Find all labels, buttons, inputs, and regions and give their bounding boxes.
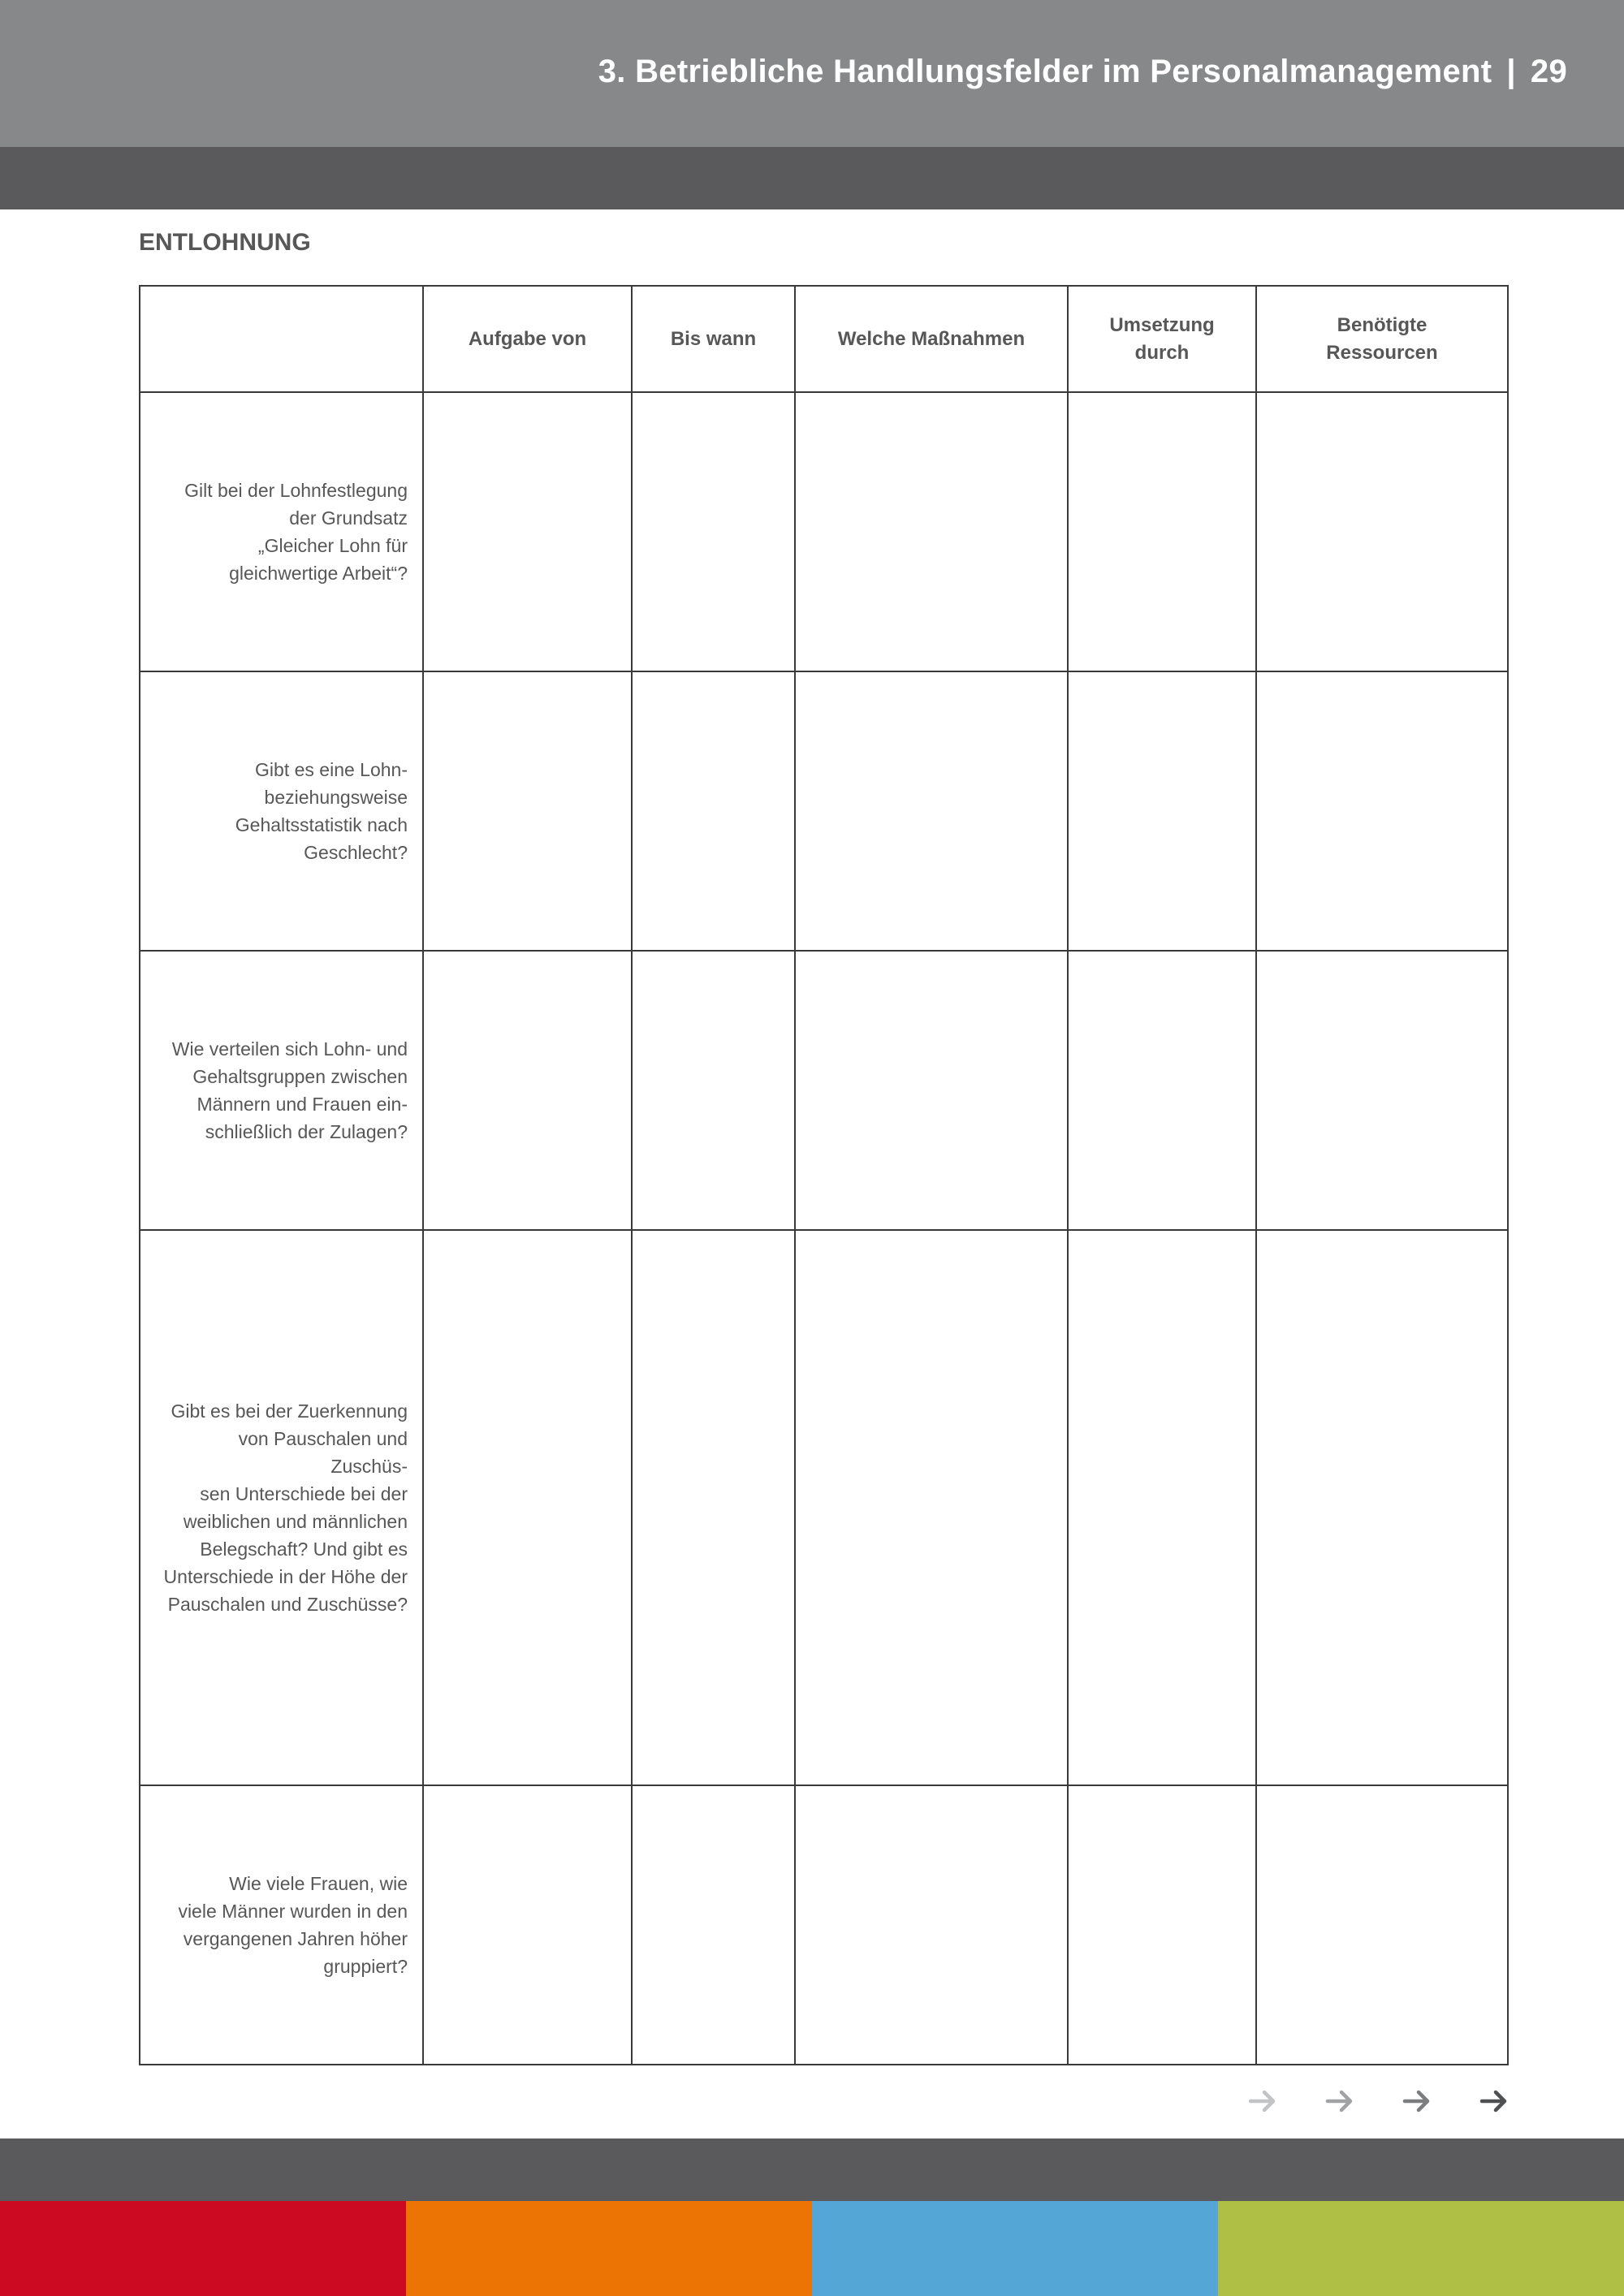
chapter-title: 3. Betriebliche Handlungsfelder im Personalmanagement [598,54,1492,89]
answer-cell-ressourcen[interactable] [1256,392,1508,671]
answer-cell-ressourcen[interactable] [1256,951,1508,1230]
navigation-arrows [1246,2085,1510,2117]
header-separator: | [1506,54,1516,89]
answer-cell-umsetzung[interactable] [1068,671,1256,951]
table-row [140,671,1508,951]
answer-cell-bis-wann[interactable] [632,392,795,671]
arrow-right-icon[interactable] [1401,2085,1433,2117]
table-row [140,392,1508,671]
answer-cell-massnahmen[interactable] [795,671,1068,951]
column-header-umsetzung: Umsetzung durch [1068,286,1256,392]
action-plan-table [139,285,1509,2065]
column-header-bis-wann: Bis wann [632,286,795,392]
answer-cell-umsetzung[interactable] [1068,951,1256,1230]
question-cell: Gilt bei der Lohnfestlegung der Grundsatz „Gleicher Lohn für gleichwertige Arbeit“? [140,392,423,671]
answer-cell-umsetzung[interactable] [1068,1785,1256,2065]
arrow-right-icon[interactable] [1324,2085,1356,2117]
answer-cell-umsetzung[interactable] [1068,392,1256,671]
table-row [140,1785,1508,2065]
page-number: 29 [1530,54,1567,89]
column-header-ressourcen: Benötigte Ressourcen [1256,286,1508,392]
column-header-massnahmen: Welche Maßnahmen [795,286,1068,392]
answer-cell-aufgabe-von[interactable] [423,1230,632,1785]
answer-cell-massnahmen[interactable] [795,1785,1068,2065]
answer-cell-bis-wann[interactable] [632,1230,795,1785]
answer-cell-aufgabe-von[interactable] [423,671,632,951]
header-band [0,147,1624,209]
table-header-row [140,286,1508,392]
answer-cell-ressourcen[interactable] [1256,1230,1508,1785]
answer-cell-bis-wann[interactable] [632,951,795,1230]
question-cell: Gibt es eine Lohn- beziehungsweise Gehaltsstatistik nach Geschlecht? [140,671,423,951]
chapter-heading [598,54,1567,90]
footer-band [0,2138,1624,2201]
table-row [140,951,1508,1230]
answer-cell-bis-wann[interactable] [632,1785,795,2065]
answer-cell-aufgabe-von[interactable] [423,951,632,1230]
color-strip-red [0,2201,406,2296]
page-header [0,0,1624,147]
answer-cell-massnahmen[interactable] [795,951,1068,1230]
question-cell: Gibt es bei der Zuerkennung von Pauschalen und Zuschüs- sen Unterschiede bei der weiblichen und männlichen Belegschaft? Und gibt es Unterschiede in der Höhe der Pauschalen und Zuschüsse? [140,1230,423,1785]
question-cell: Wie verteilen sich Lohn- und Gehaltsgruppen zwischen Männern und Frauen ein- schließlich der Zulagen? [140,951,423,1230]
table-row [140,1230,1508,1785]
answer-cell-massnahmen[interactable] [795,392,1068,671]
answer-cell-bis-wann[interactable] [632,671,795,951]
question-cell: Wie viele Frauen, wie viele Männer wurden in den vergangenen Jahren höher gruppiert? [140,1785,423,2065]
answer-cell-massnahmen[interactable] [795,1230,1068,1785]
column-header-question [140,286,423,392]
answer-cell-aufgabe-von[interactable] [423,392,632,671]
column-header-aufgabe-von: Aufgabe von [423,286,632,392]
arrow-right-icon[interactable] [1478,2085,1510,2117]
section-title: ENTLOHNUNG [139,229,311,256]
answer-cell-ressourcen[interactable] [1256,1785,1508,2065]
answer-cell-umsetzung[interactable] [1068,1230,1256,1785]
arrow-right-icon[interactable] [1246,2085,1279,2117]
answer-cell-ressourcen[interactable] [1256,671,1508,951]
color-strip-blue [812,2201,1218,2296]
color-strip-orange [406,2201,812,2296]
color-strip-green [1218,2201,1624,2296]
color-strip [0,2201,1624,2296]
answer-cell-aufgabe-von[interactable] [423,1785,632,2065]
